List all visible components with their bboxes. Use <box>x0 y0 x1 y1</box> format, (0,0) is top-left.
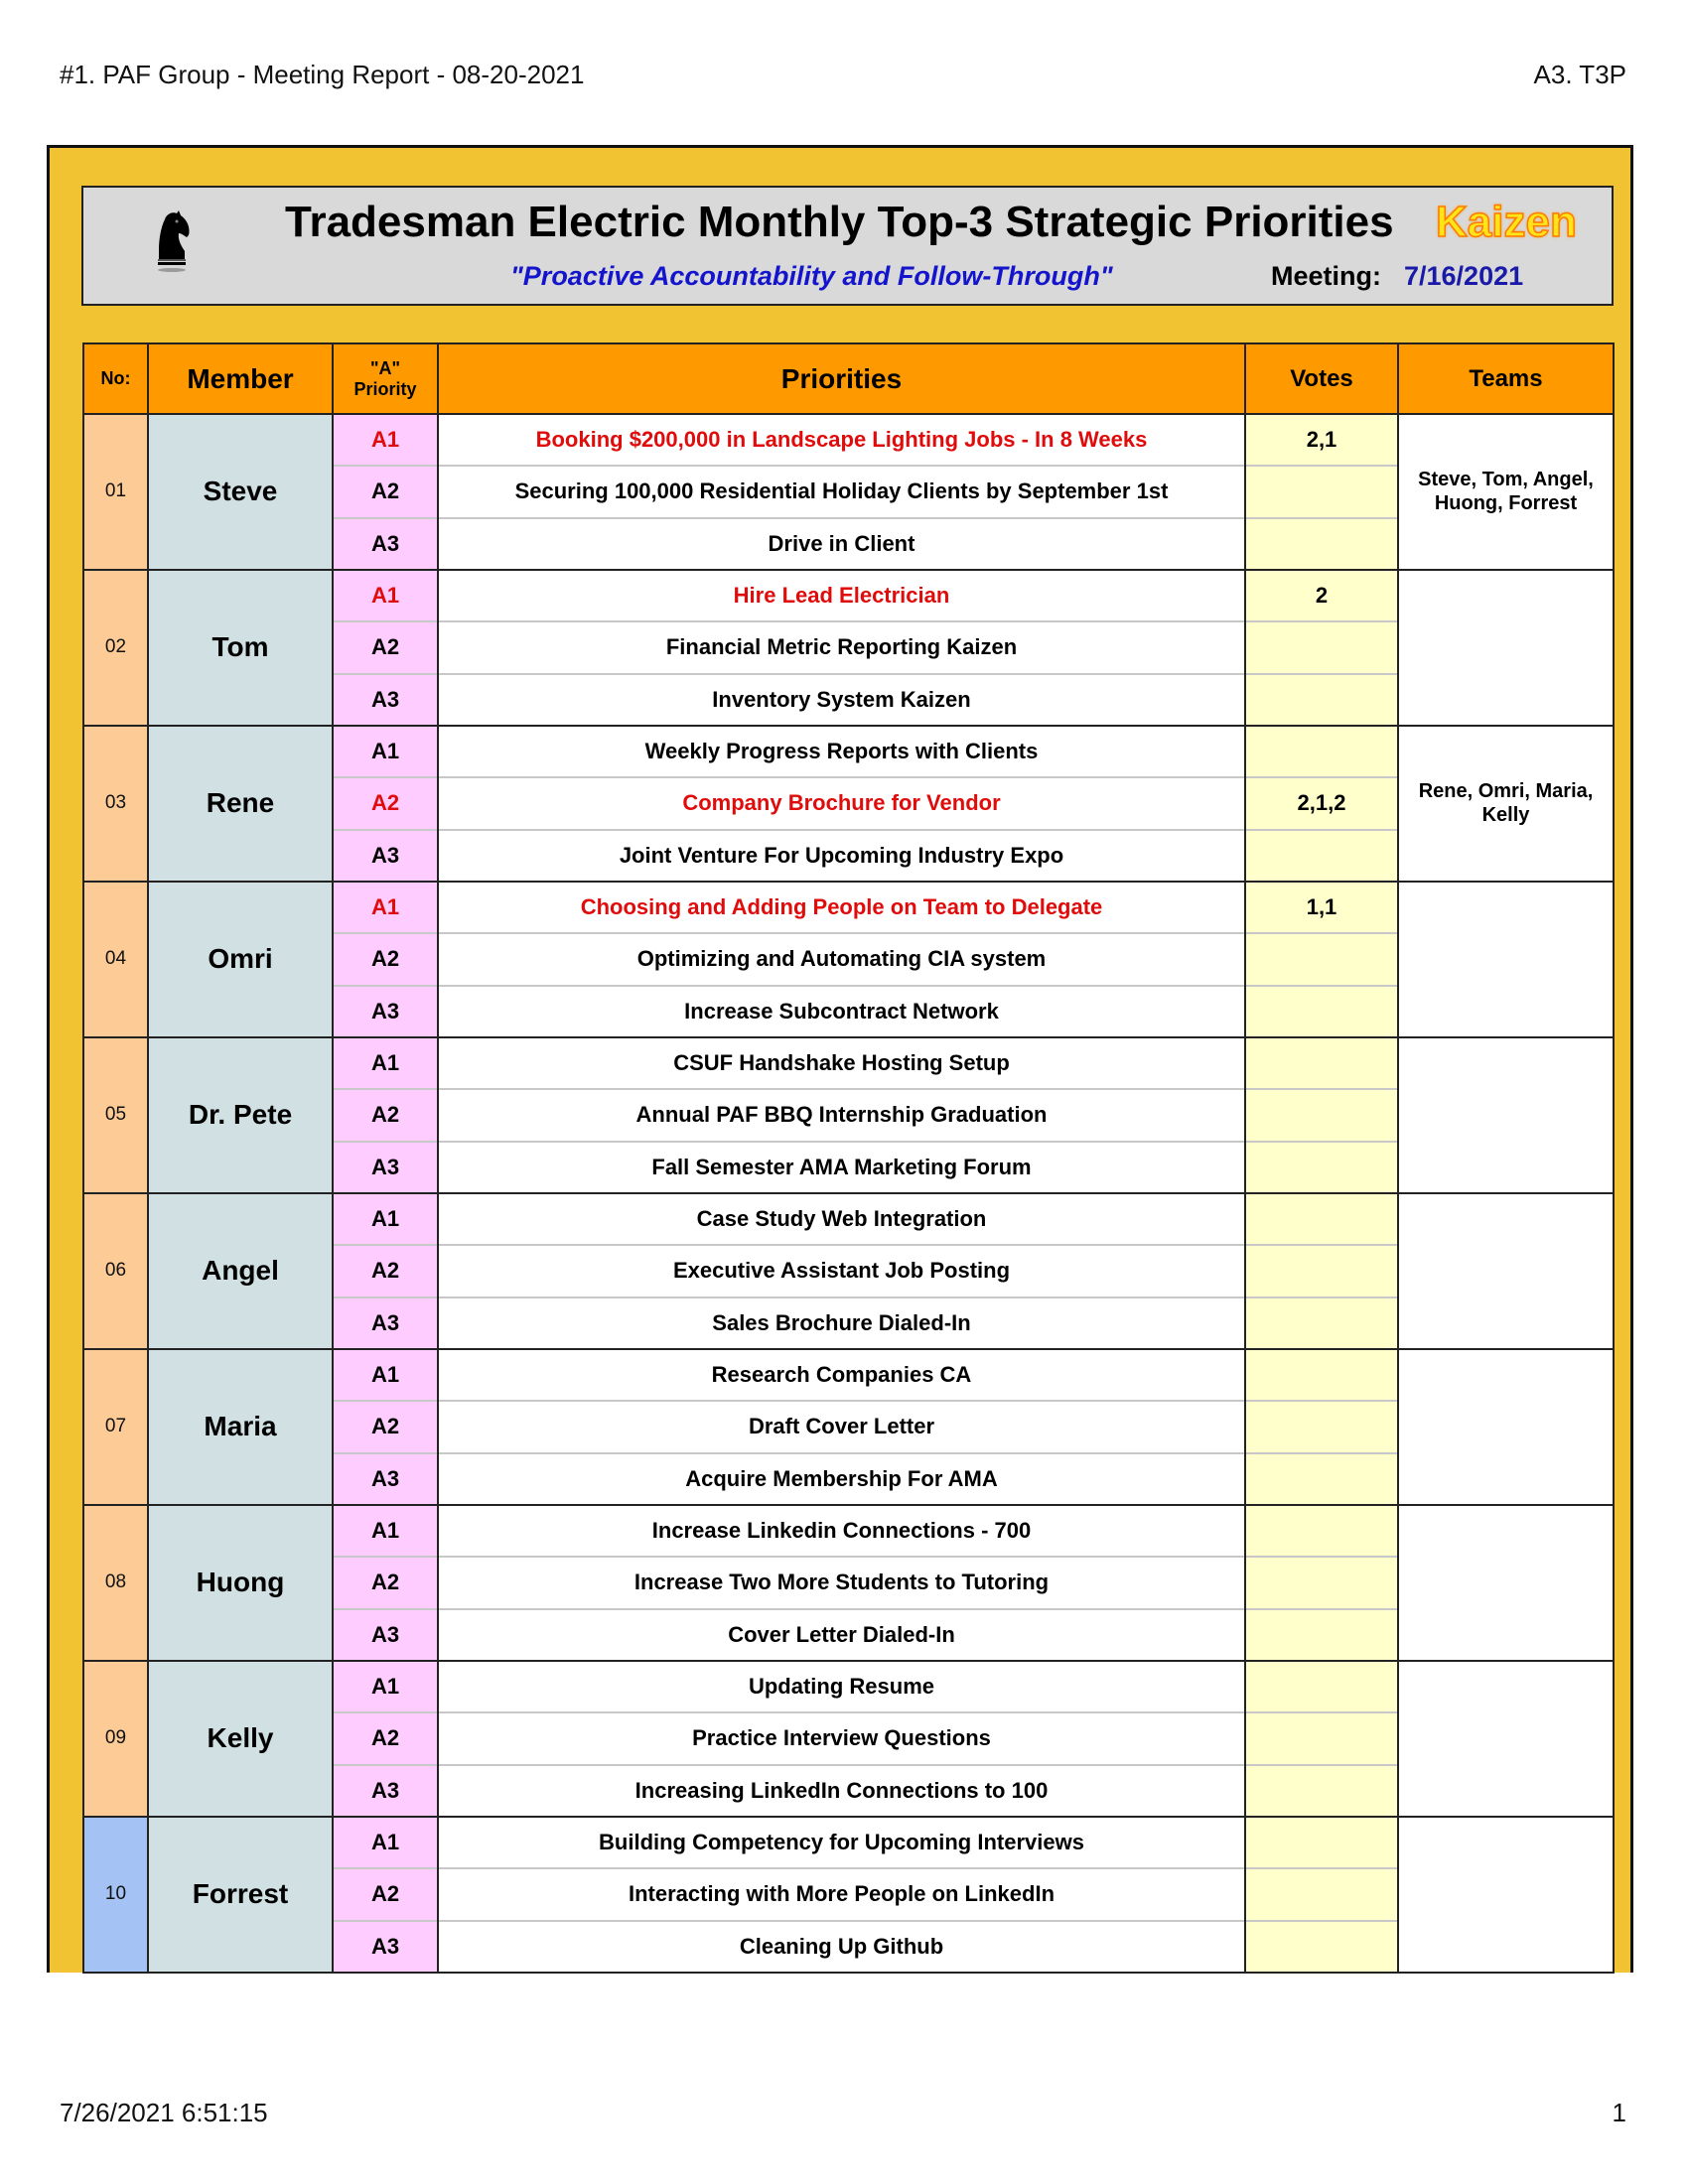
priority-code: A2 <box>333 1868 438 1920</box>
chess-knight-icon <box>151 209 195 275</box>
priority-text: Draft Cover Letter <box>438 1401 1245 1452</box>
priority-code: A2 <box>333 621 438 673</box>
priority-text: Cleaning Up Github <box>438 1921 1245 1973</box>
priority-code: A3 <box>333 674 438 726</box>
priority-code: A1 <box>333 726 438 777</box>
priority-text: Financial Metric Reporting Kaizen <box>438 621 1245 673</box>
votes-cell <box>1245 1661 1398 1712</box>
priority-code: A3 <box>333 1453 438 1505</box>
votes-cell <box>1245 1349 1398 1401</box>
priority-text: Increase Two More Students to Tutoring <box>438 1557 1245 1608</box>
teams-cell <box>1398 1193 1614 1349</box>
priority-code: A3 <box>333 1765 438 1817</box>
priority-text: Cover Letter Dialed-In <box>438 1609 1245 1661</box>
votes-cell: 1,1 <box>1245 882 1398 933</box>
priority-text: Increasing LinkedIn Connections to 100 <box>438 1765 1245 1817</box>
priority-text: Weekly Progress Reports with Clients <box>438 726 1245 777</box>
votes-cell: 2,1,2 <box>1245 777 1398 829</box>
priority-text: Fall Semester AMA Marketing Forum <box>438 1142 1245 1193</box>
priority-code: A1 <box>333 882 438 933</box>
priorities-table <box>82 342 1615 1974</box>
votes-cell <box>1245 1921 1398 1973</box>
teams-cell <box>1398 1037 1614 1193</box>
priority-text: Hire Lead Electrician <box>438 570 1245 621</box>
column-header-votes: Votes <box>1245 343 1398 414</box>
priority-code: A2 <box>333 1245 438 1297</box>
report-title: Tradesman Electric Monthly Top-3 Strategic Priorities <box>285 198 1394 246</box>
member-number: 04 <box>83 882 148 1037</box>
column-header-a-priority <box>333 343 438 414</box>
priority-code: A2 <box>333 777 438 829</box>
priority-code: A2 <box>333 1557 438 1608</box>
teams-cell: Steve, Tom, Angel, Huong, Forrest <box>1398 414 1614 570</box>
column-header-teams: Teams <box>1398 343 1614 414</box>
votes-cell <box>1245 1401 1398 1452</box>
member-name: Tom <box>148 570 333 726</box>
priority-code: A1 <box>333 1817 438 1868</box>
votes-cell: 2,1 <box>1245 414 1398 466</box>
priority-text: Case Study Web Integration <box>438 1193 1245 1245</box>
member-name: Omri <box>148 882 333 1037</box>
page-number: 1 <box>1612 2098 1626 2127</box>
votes-cell <box>1245 830 1398 882</box>
column-header-no: No: <box>83 343 148 414</box>
member-name: Steve <box>148 414 333 570</box>
member-number: 03 <box>83 726 148 882</box>
priority-text: Acquire Membership For AMA <box>438 1453 1245 1505</box>
teams-cell <box>1398 882 1614 1037</box>
member-number: 05 <box>83 1037 148 1193</box>
votes-cell <box>1245 466 1398 517</box>
member-name: Rene <box>148 726 333 882</box>
teams-cell <box>1398 1817 1614 1973</box>
priority-text: Annual PAF BBQ Internship Graduation <box>438 1089 1245 1141</box>
priority-text: Research Companies CA <box>438 1349 1245 1401</box>
priority-code: A2 <box>333 933 438 985</box>
priority-code: A3 <box>333 1609 438 1661</box>
member-name: Angel <box>148 1193 333 1349</box>
votes-cell <box>1245 1245 1398 1297</box>
member-number: 02 <box>83 570 148 726</box>
member-number: 07 <box>83 1349 148 1505</box>
teams-cell <box>1398 1349 1614 1505</box>
table-header-row <box>83 343 1614 414</box>
table-row <box>83 882 1614 933</box>
priority-text: Updating Resume <box>438 1661 1245 1712</box>
votes-cell <box>1245 1297 1398 1349</box>
priority-text: Interacting with More People on LinkedIn <box>438 1868 1245 1920</box>
priority-text: Practice Interview Questions <box>438 1712 1245 1764</box>
member-number: 06 <box>83 1193 148 1349</box>
votes-cell <box>1245 726 1398 777</box>
priority-text: Company Brochure for Vendor <box>438 777 1245 829</box>
member-name: Huong <box>148 1505 333 1661</box>
priority-code: A1 <box>333 1661 438 1712</box>
member-name: Forrest <box>148 1817 333 1973</box>
votes-cell <box>1245 1142 1398 1193</box>
priority-text: Optimizing and Automating CIA system <box>438 933 1245 985</box>
page-header-title: #1. PAF Group - Meeting Report - 08-20-2021 <box>60 60 585 89</box>
page-header-code: A3. T3P <box>1533 60 1626 89</box>
column-header-priorities: Priorities <box>438 343 1245 414</box>
table-row <box>83 570 1614 621</box>
votes-cell <box>1245 1505 1398 1557</box>
priority-text: Inventory System Kaizen <box>438 674 1245 726</box>
priority-code: A3 <box>333 1297 438 1349</box>
priority-text: Executive Assistant Job Posting <box>438 1245 1245 1297</box>
column-header-member: Member <box>148 343 333 414</box>
member-name: Maria <box>148 1349 333 1505</box>
votes-cell <box>1245 1557 1398 1608</box>
table-row <box>83 1037 1614 1089</box>
member-name: Dr. Pete <box>148 1037 333 1193</box>
votes-cell <box>1245 1037 1398 1089</box>
priority-code: A3 <box>333 830 438 882</box>
votes-cell <box>1245 933 1398 985</box>
priority-code: A3 <box>333 1142 438 1193</box>
priority-code: A2 <box>333 1401 438 1452</box>
votes-cell <box>1245 1712 1398 1764</box>
member-number: 09 <box>83 1661 148 1817</box>
priority-code: A2 <box>333 1089 438 1141</box>
priority-text: Increase Subcontract Network <box>438 986 1245 1037</box>
priority-text: Sales Brochure Dialed-In <box>438 1297 1245 1349</box>
member-number: 10 <box>83 1817 148 1973</box>
priority-text: Choosing and Adding People on Team to Delegate <box>438 882 1245 933</box>
priority-text: Booking $200,000 in Landscape Lighting Jobs - In 8 Weeks <box>438 414 1245 466</box>
table-row <box>83 414 1614 466</box>
priority-text: Joint Venture For Upcoming Industry Expo <box>438 830 1245 882</box>
priority-code: A1 <box>333 1037 438 1089</box>
priority-code: A1 <box>333 1349 438 1401</box>
priority-code: A3 <box>333 1921 438 1973</box>
votes-cell <box>1245 674 1398 726</box>
votes-cell: 2 <box>1245 570 1398 621</box>
priority-text: CSUF Handshake Hosting Setup <box>438 1037 1245 1089</box>
priority-code: A2 <box>333 1712 438 1764</box>
column-header-a-priority-line2: Priority <box>353 378 417 399</box>
votes-cell <box>1245 1765 1398 1817</box>
votes-cell <box>1245 621 1398 673</box>
member-number: 08 <box>83 1505 148 1661</box>
teams-cell <box>1398 1661 1614 1817</box>
table-row <box>83 1661 1614 1712</box>
teams-cell: Rene, Omri, Maria, Kelly <box>1398 726 1614 882</box>
priority-text: Securing 100,000 Residential Holiday Clients by September 1st <box>438 466 1245 517</box>
print-timestamp: 7/26/2021 6:51:15 <box>60 2098 268 2127</box>
teams-cell <box>1398 570 1614 726</box>
priority-code: A1 <box>333 1505 438 1557</box>
votes-cell <box>1245 1453 1398 1505</box>
meeting-label: Meeting: <box>1271 261 1381 291</box>
votes-cell <box>1245 1089 1398 1141</box>
kaizen-badge: Kaizen <box>1436 198 1577 246</box>
priority-code: A2 <box>333 466 438 517</box>
table-row <box>83 1193 1614 1245</box>
priority-code: A3 <box>333 518 438 570</box>
votes-cell <box>1245 518 1398 570</box>
votes-cell <box>1245 1868 1398 1920</box>
priority-code: A3 <box>333 986 438 1037</box>
priority-code: A1 <box>333 1193 438 1245</box>
report-subtitle: "Proactive Accountability and Follow-Through" <box>510 261 1113 291</box>
table-row <box>83 726 1614 777</box>
priority-text: Drive in Client <box>438 518 1245 570</box>
votes-cell <box>1245 1609 1398 1661</box>
teams-cell <box>1398 1505 1614 1661</box>
votes-cell <box>1245 1817 1398 1868</box>
table-row <box>83 1349 1614 1401</box>
priority-code: A1 <box>333 414 438 466</box>
column-header-a-priority-line1: "A" <box>369 357 401 378</box>
table-row <box>83 1505 1614 1557</box>
meeting-date: 7/16/2021 <box>1404 261 1524 291</box>
priority-code: A1 <box>333 570 438 621</box>
member-number: 01 <box>83 414 148 570</box>
table-body <box>83 414 1614 1973</box>
votes-cell <box>1245 986 1398 1037</box>
priority-text: Building Competency for Upcoming Interviews <box>438 1817 1245 1868</box>
member-name: Kelly <box>148 1661 333 1817</box>
votes-cell <box>1245 1193 1398 1245</box>
report-banner <box>81 186 1614 306</box>
priority-text: Increase Linkedin Connections - 700 <box>438 1505 1245 1557</box>
table-row <box>83 1817 1614 1868</box>
